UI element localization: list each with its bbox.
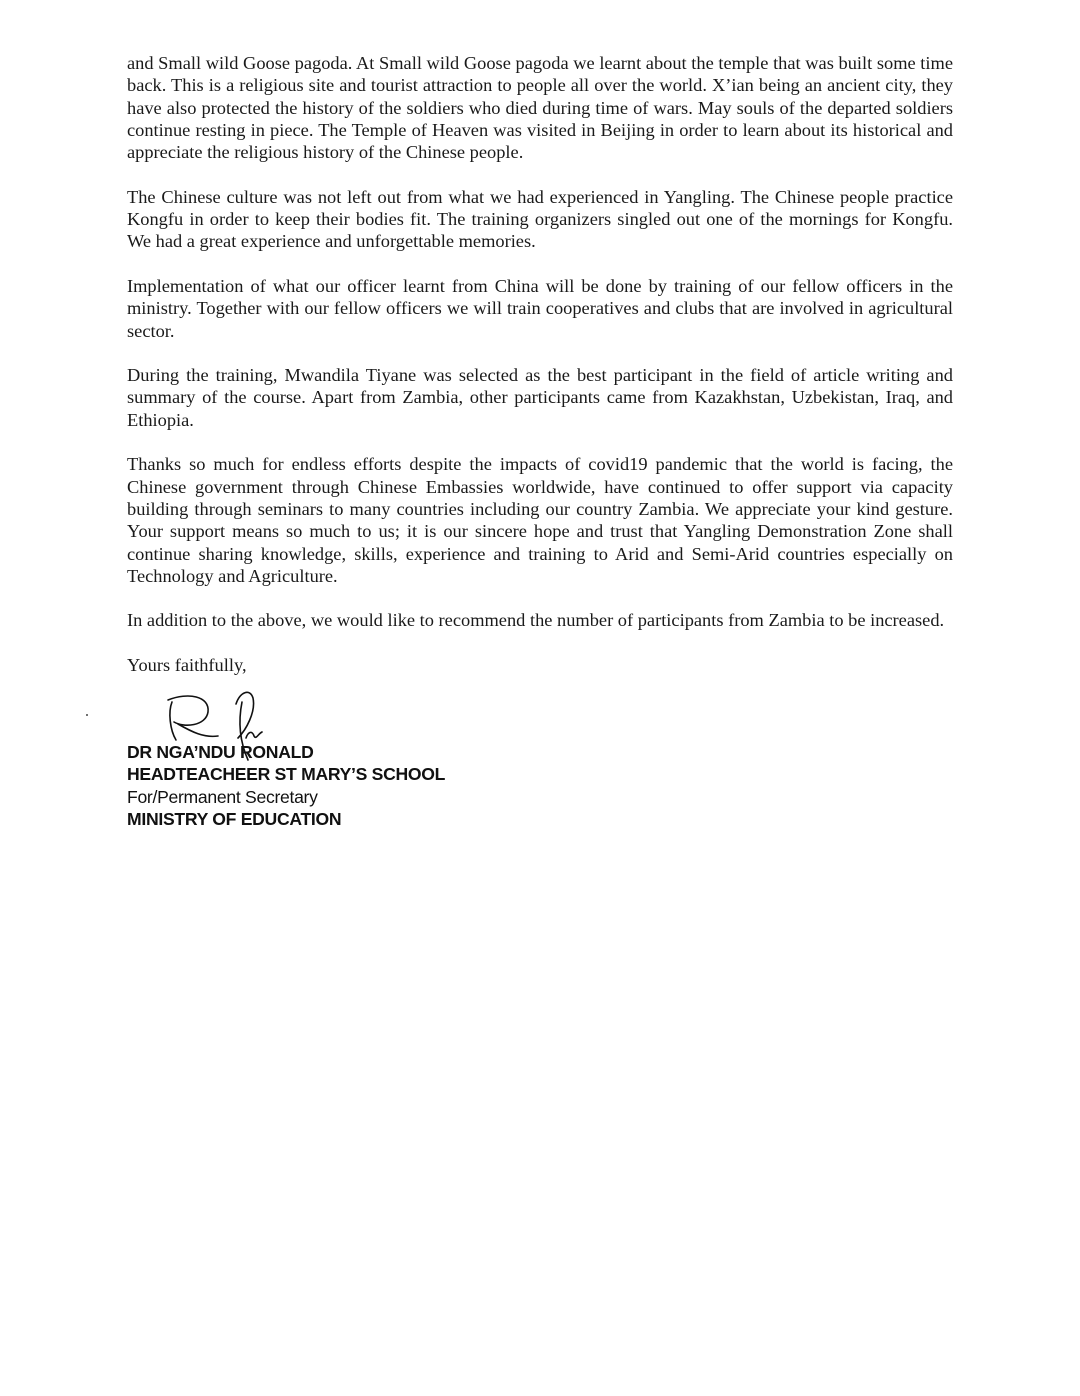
signatory-on-behalf: For/Permanent Secretary xyxy=(127,786,318,807)
signatory-title: HEADTEACHEER ST MARY’S SCHOOL xyxy=(127,764,446,785)
paragraph-thanks: Thanks so much for endless efforts despite the impacts of covid19 pandemic that the world is facing, the Chinese government through Chinese Embassies worldwide, have continued to offer support via capacity building through seminars to many countries including our country Zambia. We appreciate your kind gesture. Your support means so much to us; it is our sincere hope and trust that Yangling Demonstration Zone shall continue sharing knowledge, skills, experience and training to Arid and Semi-Arid countries especially on Technology and Agriculture. xyxy=(127,454,953,586)
signature-block xyxy=(127,741,445,830)
paragraph-recommendation: In addition to the above, we would like to recommend the number of participants from Zambia to be increased. xyxy=(127,610,945,631)
paragraph-implementation: Implementation of what our officer learnt from China will be done by training of our fellow officers in the ministry. Together with our fellow officers we will train cooperatives and clubs that are involved in agricultural sector. xyxy=(127,275,953,341)
paragraph-best-participant: During the training, Mwandila Tiyane was selected as the best participant in the field of article writing and summary of the course. Apart from Zambia, other participants came from Kazakhstan, Uzbekistan, Iraq, and Ethiopia. xyxy=(127,365,953,430)
paragraph-culture: The Chinese culture was not left out from what we had experienced in Yangling. The Chinese people practice Kongfu in order to keep their bodies fit. The training organizers singled out one of the mornings for Kongfu. We had a great experience and unforgettable memories. xyxy=(127,186,953,252)
scan-speck xyxy=(86,714,88,716)
letter-body xyxy=(127,52,953,699)
signatory-name: DR NGA’NDU RONALD xyxy=(127,742,314,762)
closing-salutation: Yours faithfully, xyxy=(127,655,247,676)
paragraph-sites: and Small wild Goose pagoda. At Small wild Goose pagoda we learnt about the temple that was built some time back. This is a religious site and tourist attraction to people all over the world. X’ian being an ancient city, they have also protected the history of the soldiers who died during time of wars. May souls of the departed soldiers continue resting in piece. The Temple of Heaven was visited in Beijing in order to learn about its historical and appreciate the religious history of the Chinese people. xyxy=(127,53,953,163)
signatory-ministry: MINISTRY OF EDUCATION xyxy=(127,808,342,829)
